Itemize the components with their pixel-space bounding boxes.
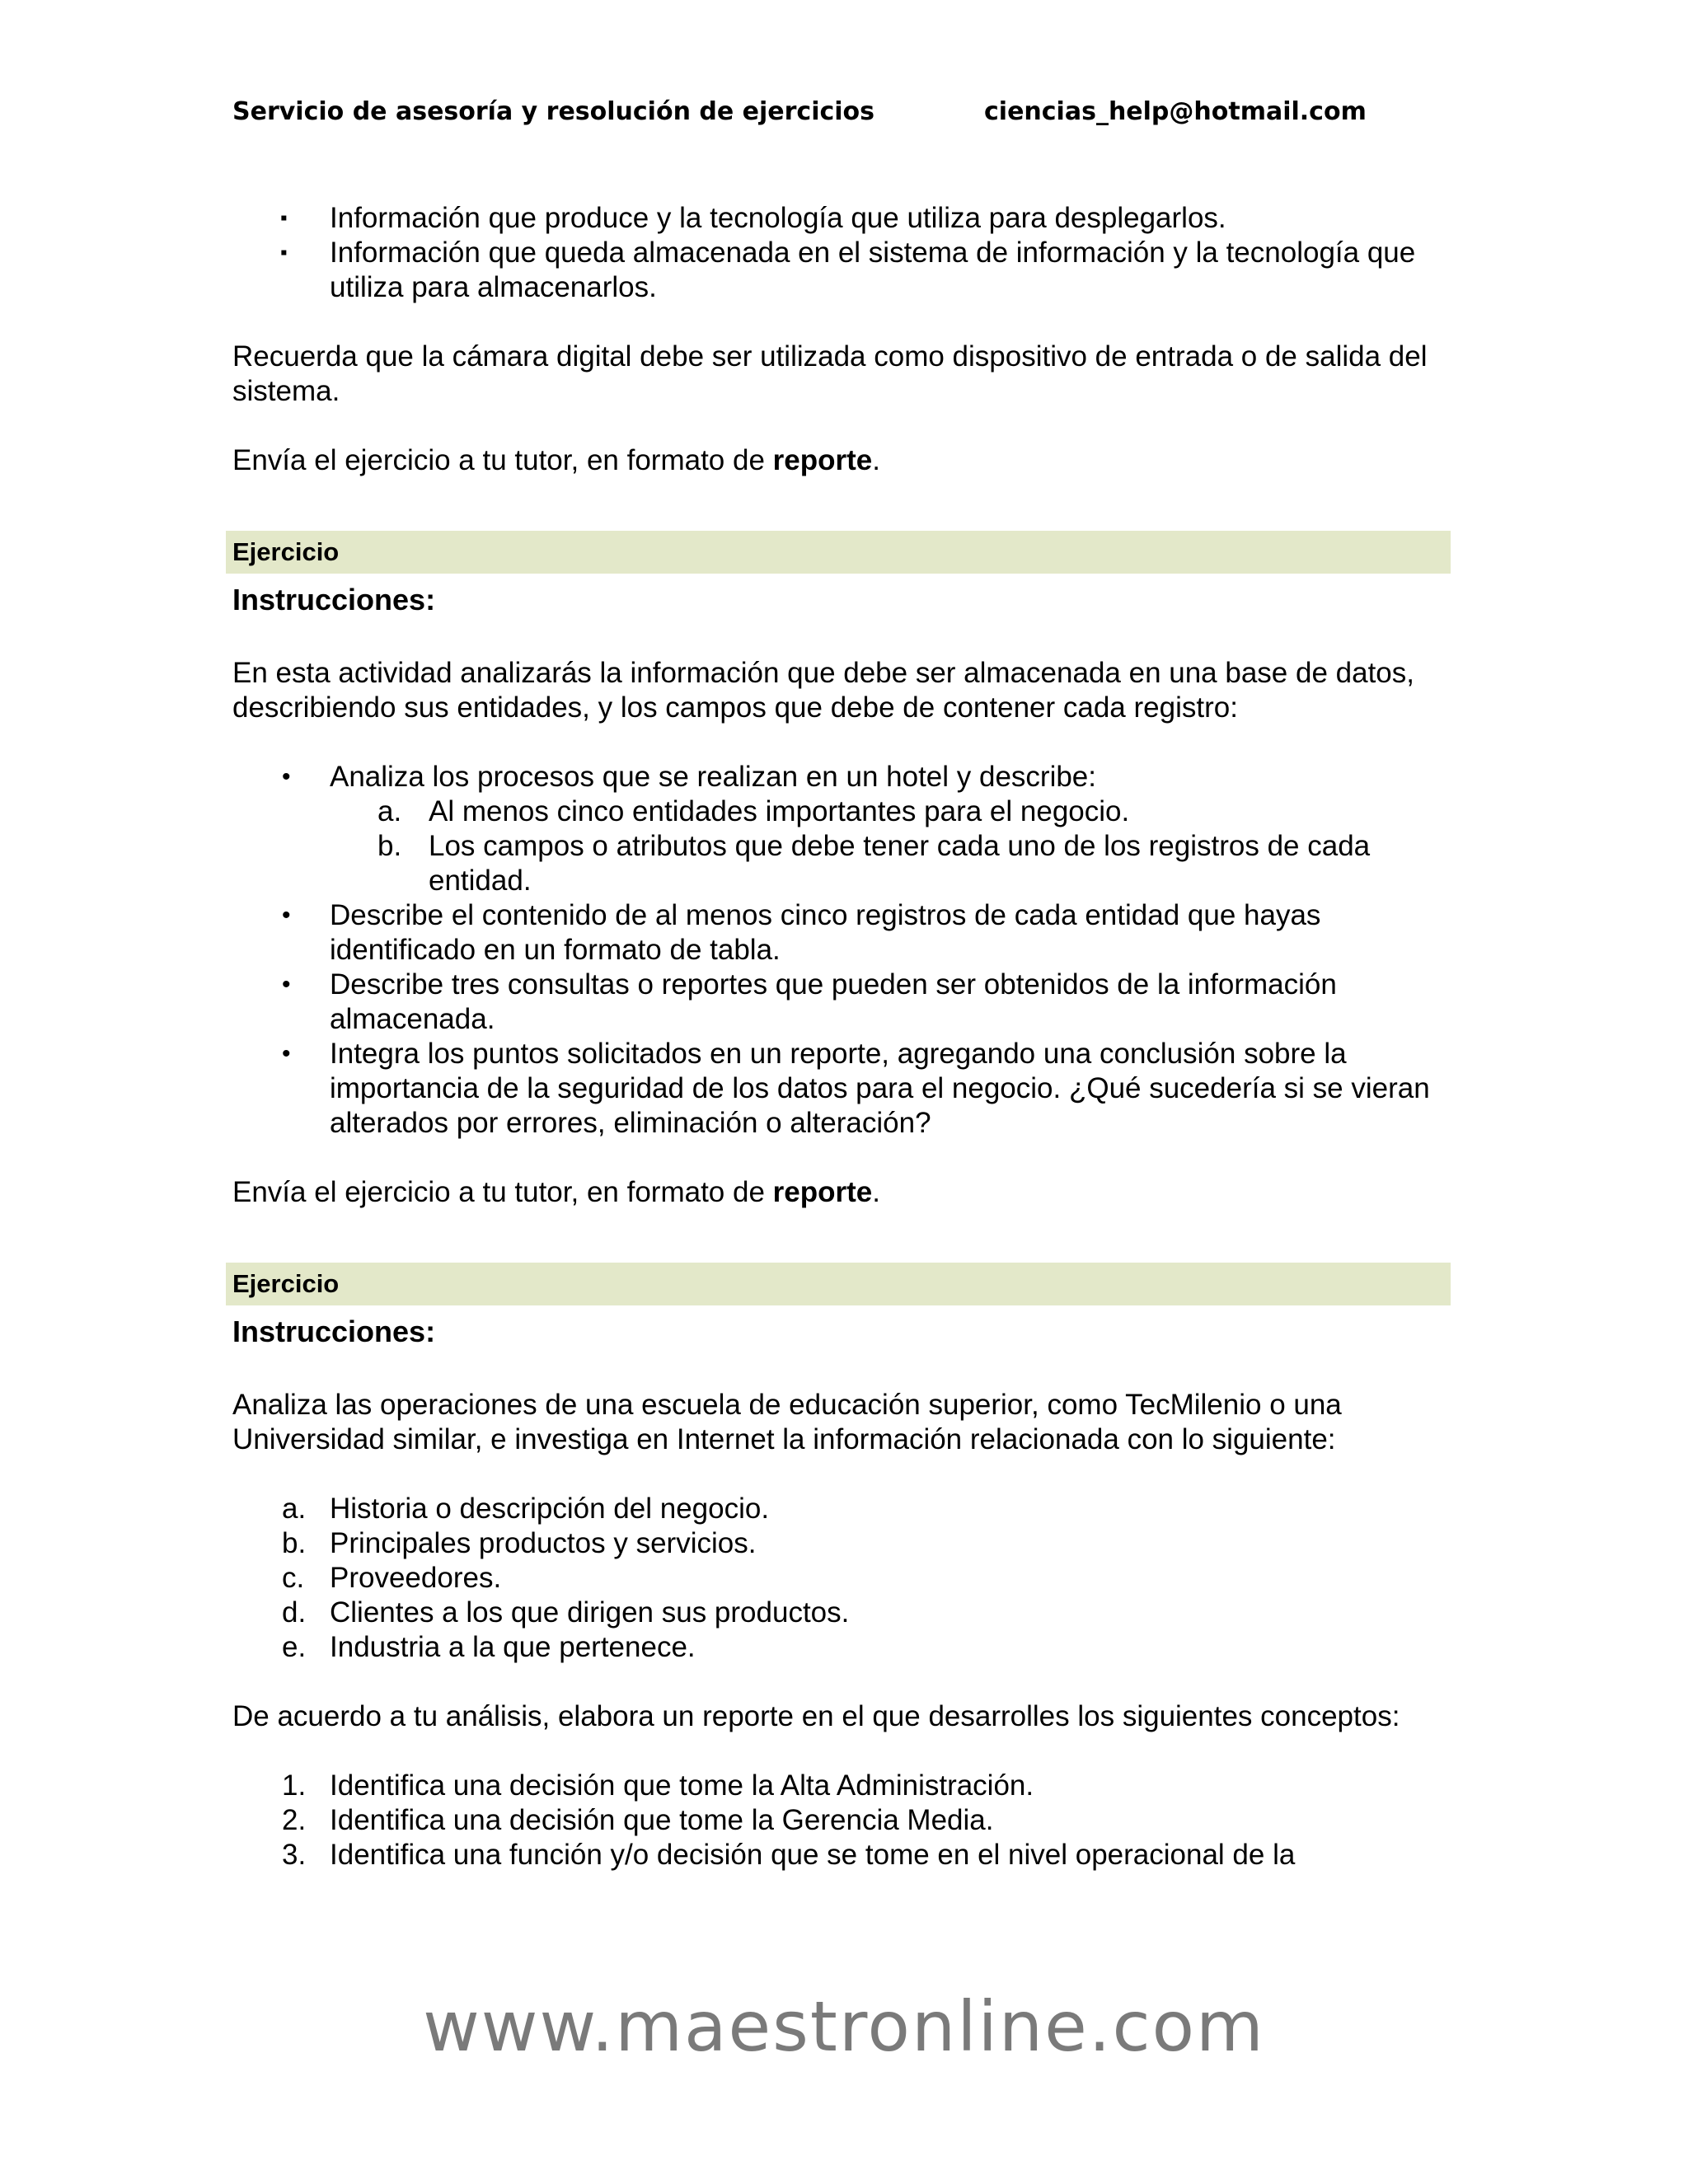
list-item-text: Identifica una decisión que tome la Gerencia Media. bbox=[330, 1804, 994, 1836]
list-marker: e. bbox=[282, 1631, 307, 1663]
list-item-text: Información que queda almacenada en el sistema de información y la tecnología que utiliza para almacenarlos. bbox=[330, 237, 1416, 303]
list-marker: 1. bbox=[282, 1769, 307, 1802]
list-item-text: Identifica una decisión que tome la Alta Administración. bbox=[330, 1769, 1034, 1802]
bullet-icon: • bbox=[282, 1040, 291, 1067]
list-marker: 3. bbox=[282, 1839, 307, 1871]
exercise-band: Ejercicio bbox=[226, 1263, 1451, 1305]
exercise-band: Ejercicio bbox=[226, 531, 1451, 574]
list-item-text: Integra los puntos solicitados en un reporte, agregando una conclusión sobre la importancia de la seguridad de los datos para el negocio. ¿Qué sucedería si se vieran alterados por errores, eliminación o alteración? bbox=[330, 1038, 1430, 1139]
list-item bbox=[232, 968, 1444, 1037]
header-email: ciencias_help@hotmail.com bbox=[984, 97, 1367, 126]
square-bullet-icon: ▪ bbox=[280, 207, 288, 229]
list-item bbox=[232, 1803, 1444, 1838]
send-instruction: Envía el ejercicio a tu tutor, en formato de reporte. bbox=[232, 1176, 880, 1208]
bullet-icon: • bbox=[282, 971, 291, 998]
send-instruction: Envía el ejercicio a tu tutor, en formato de reporte. bbox=[232, 444, 880, 476]
list-item bbox=[232, 1838, 1444, 1872]
list-item-text: Historia o descripción del negocio. bbox=[330, 1493, 770, 1525]
bullet-icon: • bbox=[282, 902, 291, 929]
instructions-heading: Instrucciones: bbox=[232, 583, 436, 616]
exercise-paragraph: Analiza las operaciones de una escuela de educación superior, como TecMilenio o una Universidad similar, e investiga en Internet la información relacionada con lo siguiente: bbox=[232, 1389, 1342, 1455]
list-item bbox=[232, 1561, 1444, 1596]
list-item bbox=[232, 1037, 1444, 1141]
instructions-heading: Instrucciones: bbox=[232, 1315, 436, 1348]
document-body bbox=[232, 201, 1444, 1872]
list-marker: a. bbox=[282, 1493, 307, 1525]
list-item bbox=[232, 898, 1444, 968]
list-item bbox=[232, 1769, 1444, 1803]
report-format: reporte bbox=[772, 1176, 873, 1208]
list-marker: 2. bbox=[282, 1804, 307, 1836]
list-item bbox=[232, 760, 1444, 794]
list-item bbox=[232, 1630, 1444, 1665]
page-header bbox=[232, 97, 1452, 138]
bullet-icon: • bbox=[282, 763, 291, 790]
list-item-text: Proveedores. bbox=[330, 1562, 502, 1594]
list-marker: a. bbox=[377, 795, 402, 827]
list-item bbox=[232, 1526, 1444, 1561]
list-marker: c. bbox=[282, 1562, 305, 1594]
list-item bbox=[232, 1596, 1444, 1630]
list-item-text: Describe tres consultas o reportes que pueden ser obtenidos de la información almacenada. bbox=[330, 968, 1337, 1035]
list-item-text: Describe el contenido de al menos cinco registros de cada entidad que hayas identificado en un formato de tabla. bbox=[330, 899, 1321, 966]
list-item-text: Clientes a los que dirigen sus productos. bbox=[330, 1596, 850, 1629]
sub-list-item bbox=[232, 794, 1444, 829]
report-format: reporte bbox=[772, 444, 873, 476]
list-item-text: Industria a la que pertenece. bbox=[330, 1631, 696, 1663]
header-service-title: Servicio de asesoría y resolución de ejercicios bbox=[232, 97, 875, 126]
exercise-paragraph: En esta actividad analizarás la información que debe ser almacenada en una base de datos, describiendo sus entidades, y los campos que debe de contener cada registro: bbox=[232, 657, 1414, 724]
reminder-paragraph: Recuerda que la cámara digital debe ser utilizada como dispositivo de entrada o de salida del sistema. bbox=[232, 340, 1428, 407]
list-item-text: Identifica una función y/o decisión que se tome en el nivel operacional de la bbox=[330, 1839, 1296, 1871]
list-marker: b. bbox=[282, 1527, 307, 1559]
analysis-paragraph: De acuerdo a tu análisis, elabora un reporte en el que desarrolles los siguientes conceptos: bbox=[232, 1700, 1400, 1732]
list-item-text: Principales productos y servicios. bbox=[330, 1527, 757, 1559]
footer-website: www.maestronline.com bbox=[423, 1986, 1265, 2067]
list-item bbox=[232, 236, 1444, 305]
sub-list-item bbox=[232, 829, 1444, 898]
list-item-text: Información que produce y la tecnología que utiliza para desplegarlos. bbox=[330, 202, 1226, 234]
list-marker: d. bbox=[282, 1596, 307, 1629]
square-bullet-icon: ▪ bbox=[280, 241, 288, 264]
list-item bbox=[232, 1492, 1444, 1526]
list-item bbox=[232, 201, 1444, 236]
list-item-text: Analiza los procesos que se realizan en un hotel y describe: bbox=[330, 761, 1096, 793]
list-item-text: Al menos cinco entidades importantes para el negocio. bbox=[429, 795, 1130, 827]
list-marker: b. bbox=[377, 830, 402, 862]
list-item-text: Los campos o atributos que debe tener cada uno de los registros de cada entidad. bbox=[429, 830, 1371, 897]
